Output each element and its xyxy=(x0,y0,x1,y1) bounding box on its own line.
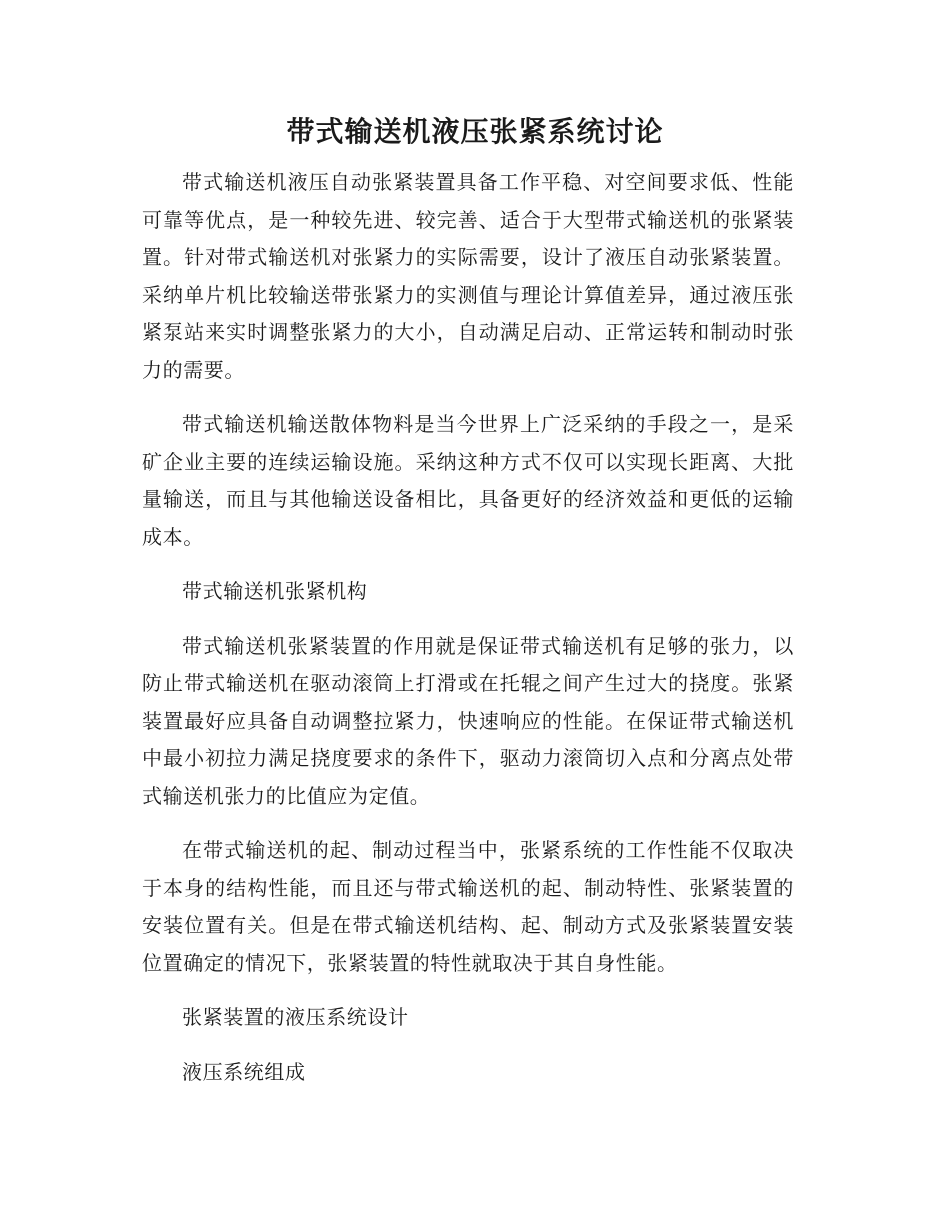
paragraph-intro: 带式输送机液压自动张紧装置具备工作平稳、对空间要求低、性能可靠等优点，是一种较先进、较完善、适合于大型带式输送机的张紧装置。针对带式输送机对张紧力的实际需要，设计了液压自动张紧装置。采纳单片机比较输送带张紧力的实测值与理论计算值差异，通过液压张紧泵站来实时调整张紧力的大小，自动满足启动、正常运转和制动时张力的需要。 xyxy=(142,170,794,382)
paragraph-tensioning-function: 带式输送机张紧装置的作用就是保证带式输送机有足够的张力，以防止带式输送机在驱动滚筒上打滑或在托辊之间产生过大的挠度。张紧装置最好应具备自动调整拉紧力，快速响应的性能。在保证带式输送机中最小初拉力满足挠度要求的条件下，驱动力滚筒切入点和分离点处带式输送机张力的比值应为定值。 xyxy=(142,633,794,808)
section-heading-hydraulic-design: 张紧装置的液压系统设计 xyxy=(182,1005,409,1029)
page-title: 带式输送机液压张紧系统讨论 xyxy=(286,115,664,148)
document-body xyxy=(142,164,794,1108)
section-heading-hydraulic-composition: 液压系统组成 xyxy=(182,1059,306,1084)
paragraph-start-stop-process: 在带式输送机的起、制动过程当中，张紧系统的工作性能不仅取决于本身的结构性能，而且还与带式输送机的起、制动特性、张紧装置的安装位置有关。但是在带式输送机结构、起、制动方式及张紧装置安装位置确定的情况下，张紧装置的特性就取决于其自身性能。 xyxy=(142,838,794,975)
section-heading-tensioning-mechanism: 带式输送机张紧机构 xyxy=(182,579,368,603)
paragraph-background: 带式输送机输送散体物料是当今世界上广泛采纳的手段之一，是采矿企业主要的连续运输设施。采纳这种方式不仅可以实现长距离、大批量输送，而且与其他输送设备相比，具备更好的经济效益和更低的运输成本。 xyxy=(142,412,794,549)
